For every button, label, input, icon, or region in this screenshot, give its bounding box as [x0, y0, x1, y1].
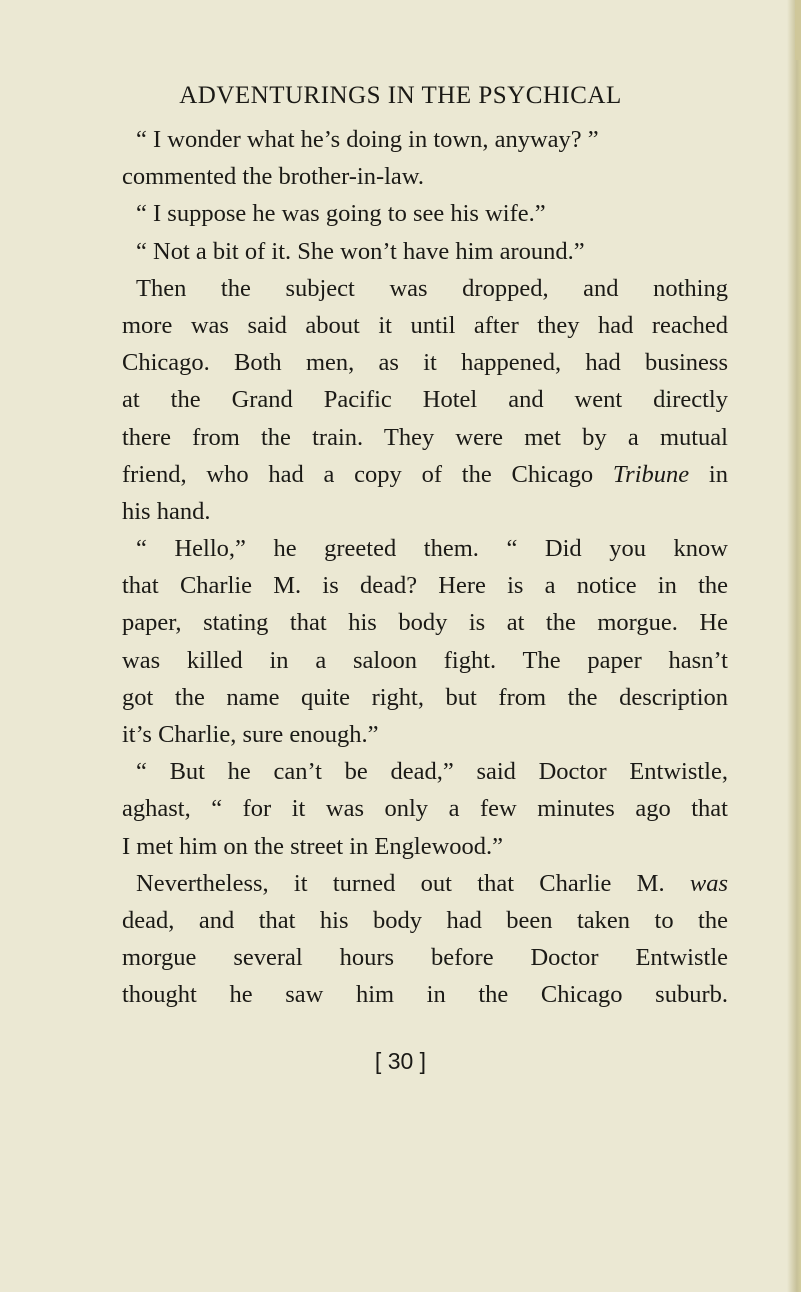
text-line: his hand.: [122, 497, 211, 525]
text-line: got the name quite right, but from the description: [122, 683, 728, 711]
text-line: there from the train. They were met by a mutual: [122, 423, 728, 451]
text-line: morgue several hours before Doctor Entwistle: [122, 944, 728, 972]
text-line: [122, 456, 728, 493]
text-line: dead, and that his body had been taken to the: [122, 906, 728, 934]
text-line: Chicago. Both men, as it happened, had business: [122, 349, 728, 377]
text-line: I met him on the street in Englewood.”: [122, 832, 504, 860]
text-segment: in: [689, 460, 728, 488]
page-edge-corner: [795, 0, 801, 60]
body-text: [122, 121, 728, 1014]
text-line: “ I wonder what he’s doing in town, anyway? ”: [136, 126, 599, 153]
text-line: that Charlie M. is dead? Here is a notice in the: [122, 572, 728, 600]
text-line: Then the subject was dropped, and nothing: [136, 274, 728, 302]
running-head: ADVENTURINGS IN THE PSYCHICAL: [179, 82, 622, 109]
text-line: commented the brother-in-law.: [122, 163, 425, 191]
text-segment: Nevertheless, it turned out that Charlie M.: [136, 869, 690, 897]
page-number: [ 30 ]: [374, 1048, 427, 1074]
text-line: paper, stating that his body is at the morgue. He: [122, 609, 728, 637]
text-segment: friend, who had a copy of the Chicago: [122, 460, 613, 488]
page-edge-shadow: [787, 0, 801, 1292]
text-line: thought he saw him in the Chicago suburb.: [122, 981, 728, 1009]
text-line: [122, 865, 728, 902]
text-line: “ But he can’t be dead,” said Doctor Entwistle,: [136, 758, 728, 786]
text-line: “ Hello,” he greeted them. “ Did you know: [136, 535, 728, 563]
text-line: aghast, “ for it was only a few minutes ago that: [122, 795, 728, 823]
italic-word: was: [689, 869, 728, 897]
italic-word: Tribune: [612, 460, 690, 488]
text-line: more was said about it until after they had reached: [122, 311, 728, 339]
text-line: “ Not a bit of it. She won’t have him around.”: [136, 237, 585, 265]
text-line: was killed in a saloon fight. The paper hasn’t: [122, 646, 728, 674]
text-line: it’s Charlie, sure enough.”: [122, 721, 379, 748]
text-line: “ I suppose he was going to see his wife.”: [136, 200, 546, 228]
text-line: at the Grand Pacific Hotel and went directly: [122, 386, 728, 414]
